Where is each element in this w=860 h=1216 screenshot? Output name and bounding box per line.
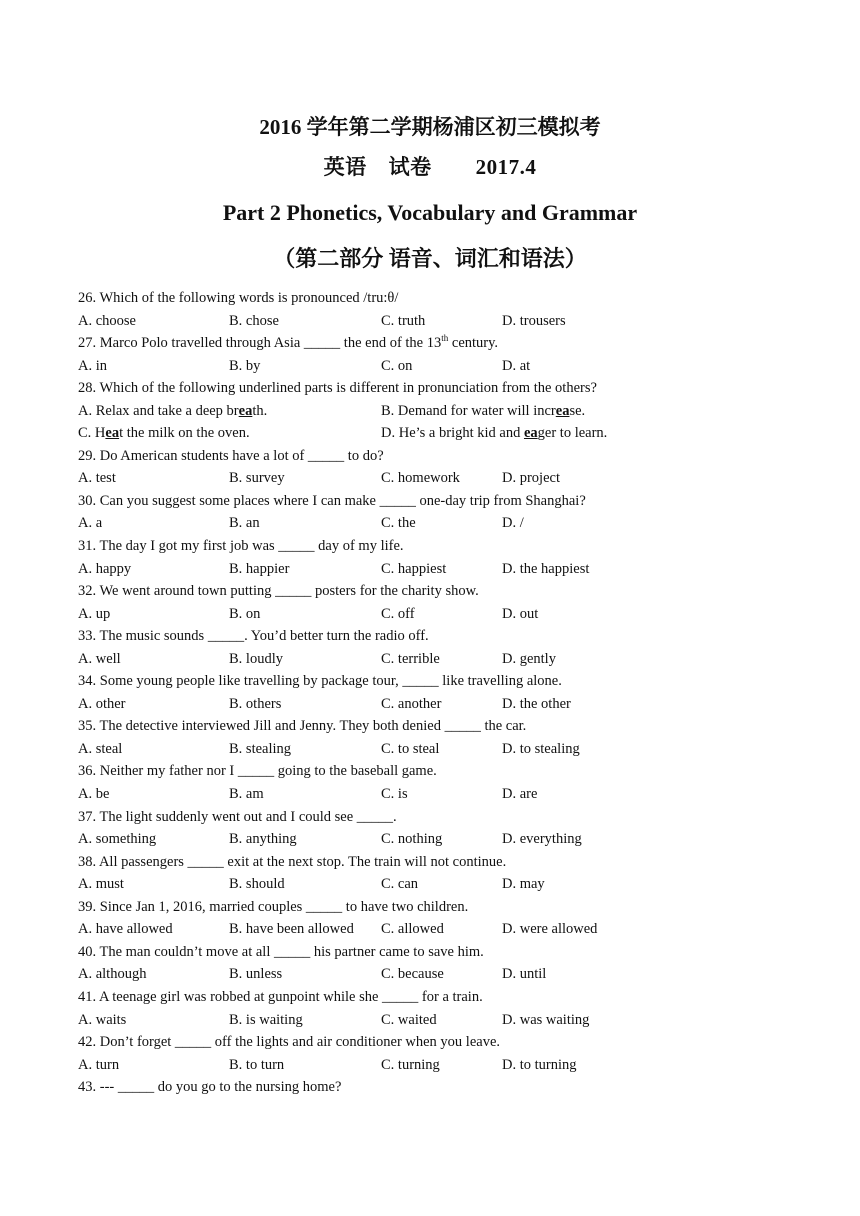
option-b: B. should <box>229 876 285 893</box>
option-c: C. the <box>381 515 416 532</box>
option-d: D. to stealing <box>502 740 580 757</box>
question-stem: 31. The day I got my first job was _____ day of my life. <box>78 538 404 555</box>
option-row <box>78 603 798 626</box>
question-stem: 41. A teenage girl was robbed at gunpoint while she _____ for a train. <box>78 988 483 1005</box>
part-title: Part 2 Phonetics, Vocabulary and Grammar <box>222 200 638 225</box>
question-stem: 36. Neither my father nor I _____ going to the baseball game. <box>78 763 437 780</box>
option-b: B. chose <box>229 312 279 329</box>
question-stem: 34. Some young people like travelling by package tour, _____ like travelling alone. <box>78 673 562 690</box>
option-a: A. something <box>78 831 157 848</box>
option-a: A. choose <box>78 312 136 329</box>
question-stem: 35. The detective interviewed Jill and Jenny. They both denied _____ the car. <box>78 718 527 735</box>
exam-title: 2016 学年第二学期杨浦区初三模拟考 <box>259 115 601 139</box>
question-stem <box>78 332 798 355</box>
option-a: A. although <box>78 966 147 983</box>
option-d: D. at <box>502 357 531 374</box>
option-text: A. Relax and take a deep br <box>78 402 239 419</box>
option-c: C. off <box>381 605 415 622</box>
option-c: C. allowed <box>381 921 444 938</box>
option-row <box>78 1054 798 1077</box>
option-row <box>78 422 798 445</box>
option-text: se. <box>569 402 586 419</box>
option-a: A. steal <box>78 740 123 757</box>
underlined-part: ea <box>105 425 120 442</box>
exam-subtitle <box>0 152 860 198</box>
option-a: A. waits <box>78 1011 127 1028</box>
option-text: t the milk on the oven. <box>119 425 250 442</box>
option-c: C. happiest <box>381 560 447 577</box>
option-c: C. can <box>381 876 419 893</box>
option-c: C. terrible <box>381 650 440 667</box>
option-d: D. trousers <box>502 312 566 329</box>
question-stem: 29. Do American students have a lot of _____ to do? <box>78 447 384 464</box>
option-d: D. was waiting <box>502 1011 590 1028</box>
option-c: C. turning <box>381 1056 440 1073</box>
option-a: A. have allowed <box>78 921 173 938</box>
option-a: A. other <box>78 695 126 712</box>
option-text: B. Demand for water will incr <box>381 402 556 419</box>
option-d: D. everything <box>502 831 582 848</box>
option-b: B. is waiting <box>229 1011 303 1028</box>
question-stem: 42. Don’t forget _____ off the lights and air conditioner when you leave. <box>78 1034 501 1051</box>
option-row <box>78 873 798 896</box>
exam-date: 2017.4 <box>475 155 537 179</box>
question-stem: 28. Which of the following underlined parts is different in pronunciation from the others? <box>78 380 597 397</box>
option-row <box>78 918 798 941</box>
underlined-part: ea <box>238 402 253 419</box>
option-c <box>78 422 381 445</box>
option-b: B. loudly <box>229 650 283 667</box>
option-row <box>78 310 798 333</box>
option-a: A. up <box>78 605 111 622</box>
option-b: B. to turn <box>229 1056 285 1073</box>
option-c: C. waited <box>381 1011 437 1028</box>
option-d: D. out <box>502 605 539 622</box>
question-stem: 43. --- _____ do you go to the nursing home? <box>78 1079 342 1096</box>
option-d: D. gently <box>502 650 556 667</box>
option-b: B. by <box>229 357 261 374</box>
option-b: B. survey <box>229 470 285 487</box>
option-a <box>78 400 381 423</box>
option-row <box>78 1009 798 1032</box>
paper-label: 试卷 <box>388 155 432 179</box>
question-stem: 33. The music sounds _____. You’d better turn the radio off. <box>78 628 429 645</box>
option-c: C. on <box>381 357 413 374</box>
option-a: A. must <box>78 876 124 893</box>
option-b: B. happier <box>229 560 290 577</box>
option-row <box>78 693 798 716</box>
option-text: C. H <box>78 425 106 442</box>
option-c: C. truth <box>381 312 426 329</box>
option-b: B. an <box>229 515 260 532</box>
option-b: B. stealing <box>229 740 292 757</box>
option-d: D. are <box>502 786 538 803</box>
option-c: C. homework <box>381 470 460 487</box>
option-c: C. is <box>381 786 408 803</box>
option-row <box>78 558 798 581</box>
option-a: A. well <box>78 650 121 667</box>
option-d: D. until <box>502 966 547 983</box>
stem-part: 27. Marco Polo travelled through Asia _____ the end of the 13 <box>78 335 442 352</box>
part-title-chinese: （第二部分 语音、词汇和语法） <box>273 246 587 271</box>
option-text: th. <box>252 402 268 419</box>
option-a: A. turn <box>78 1056 120 1073</box>
option-a: A. be <box>78 786 110 803</box>
option-a: A. happy <box>78 560 132 577</box>
question-stem: 30. Can you suggest some places where I can make _____ one-day trip from Shanghai? <box>78 492 586 509</box>
question-stem: 39. Since Jan 1, 2016, married couples _____ to have two children. <box>78 898 469 915</box>
option-row <box>78 783 798 806</box>
option-row <box>78 963 798 986</box>
option-row <box>78 648 798 671</box>
underlined-part: ea <box>523 425 538 442</box>
option-row <box>78 828 798 851</box>
option-d: D. / <box>502 515 524 532</box>
option-b: B. am <box>229 786 264 803</box>
question-stem: 40. The man couldn’t move at all _____ his partner came to save him. <box>78 943 484 960</box>
option-row <box>78 467 798 490</box>
option-text: ger to learn. <box>537 425 608 442</box>
option-c: C. to steal <box>381 740 440 757</box>
option-row <box>78 738 798 761</box>
question-stem: 26. Which of the following words is pronounced /tru:θ/ <box>78 290 399 306</box>
option-b: B. on <box>229 605 261 622</box>
option-d: D. to turning <box>502 1056 577 1073</box>
exam-header <box>0 112 860 274</box>
option-b: B. have been allowed <box>229 921 354 938</box>
option-b: B. unless <box>229 966 283 983</box>
option-d: D. the happiest <box>502 560 590 577</box>
underlined-part: ea <box>555 402 570 419</box>
question-stem: 37. The light suddenly went out and I could see _____. <box>78 808 397 825</box>
option-d <box>381 422 711 445</box>
option-row <box>78 400 798 423</box>
option-b: B. anything <box>229 831 297 848</box>
option-text: D. He’s a bright kid and <box>381 425 524 442</box>
option-d: D. may <box>502 876 545 893</box>
ordinal-suffix: th <box>441 333 449 344</box>
question-list <box>78 287 798 1099</box>
option-b <box>381 400 711 423</box>
question-stem: 38. All passengers _____ exit at the next stop. The train will not continue. <box>78 853 507 870</box>
option-d: D. the other <box>502 695 571 712</box>
question-stem: 32. We went around town putting _____ posters for the charity show. <box>78 583 479 600</box>
option-row <box>78 512 798 535</box>
option-a: A. a <box>78 515 103 532</box>
option-b: B. others <box>229 695 282 712</box>
subject-label: 英语 <box>323 155 367 179</box>
option-c: C. nothing <box>381 831 443 848</box>
option-d: D. were allowed <box>502 921 598 938</box>
option-c: C. another <box>381 695 442 712</box>
option-d: D. project <box>502 470 560 487</box>
option-row <box>78 355 798 378</box>
option-a: A. test <box>78 470 116 487</box>
option-a: A. in <box>78 357 107 374</box>
option-c: C. because <box>381 966 444 983</box>
stem-part: century. <box>448 335 499 352</box>
